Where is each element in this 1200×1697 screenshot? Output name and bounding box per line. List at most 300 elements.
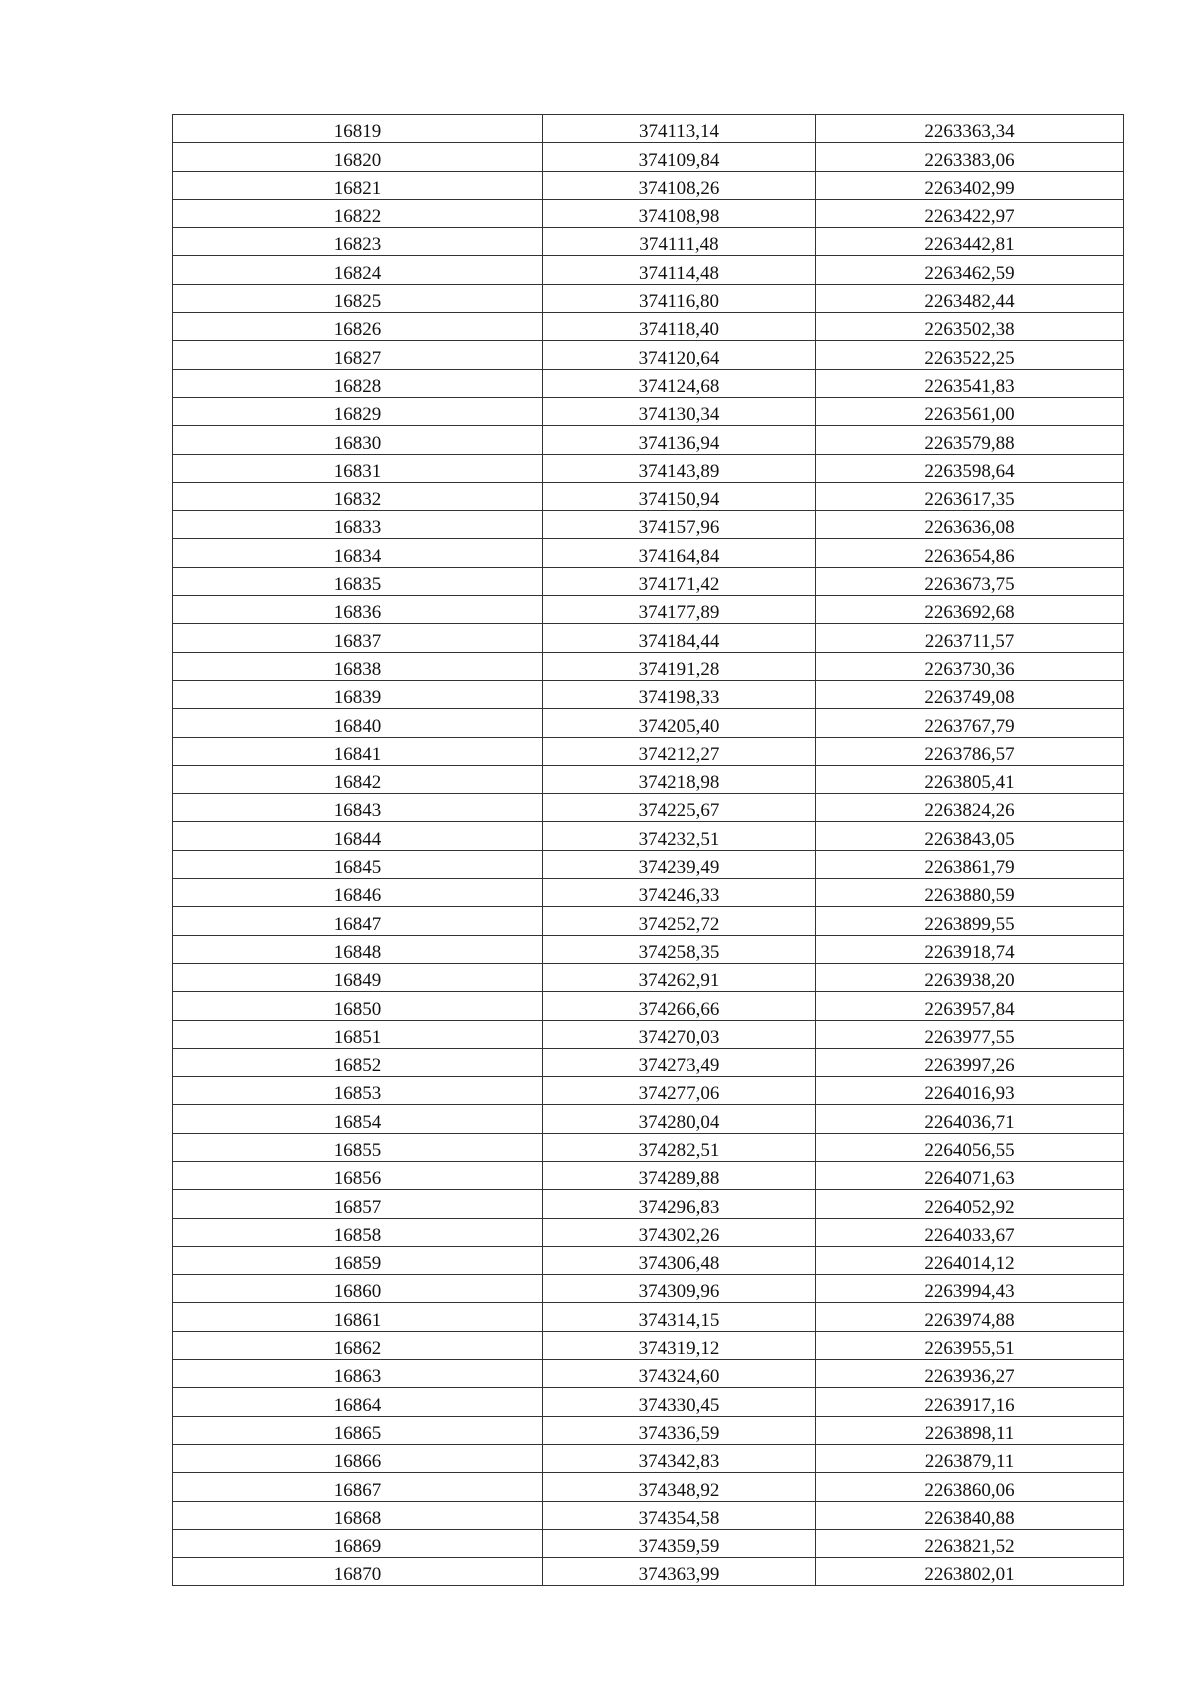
cell-text: 16858	[333, 1224, 382, 1246]
cell-text: 374336,59	[638, 1422, 720, 1444]
point-number-cell	[173, 935, 543, 963]
table-row	[173, 143, 1124, 171]
cell-text: 2263861,79	[924, 857, 1015, 879]
table-row	[173, 482, 1124, 510]
cell-text: 16852	[333, 1055, 382, 1077]
y-coordinate-cell	[816, 284, 1124, 312]
cell-text: 374306,48	[638, 1253, 720, 1275]
y-coordinate-cell	[816, 1105, 1124, 1133]
y-coordinate-cell	[816, 171, 1124, 199]
cell-text: 374309,96	[638, 1281, 720, 1303]
x-coordinate-cell	[543, 1360, 816, 1388]
table-row	[173, 1501, 1124, 1529]
cell-text: 16821	[333, 177, 382, 199]
y-coordinate-cell	[816, 313, 1124, 341]
cell-text: 2263617,35	[924, 489, 1015, 511]
cell-text: 374108,26	[638, 177, 720, 199]
point-number-cell	[173, 822, 543, 850]
table-row	[173, 1473, 1124, 1501]
cell-text: 2263673,75	[924, 574, 1015, 596]
cell-text: 2263917,16	[924, 1394, 1015, 1416]
x-coordinate-cell	[543, 1275, 816, 1303]
y-coordinate-cell	[816, 680, 1124, 708]
point-number-cell	[173, 143, 543, 171]
point-number-cell	[173, 992, 543, 1020]
y-coordinate-cell	[816, 1077, 1124, 1105]
cell-text: 2263936,27	[924, 1366, 1015, 1388]
cell-text: 2264056,55	[924, 1139, 1015, 1161]
cell-text: 2264014,12	[924, 1253, 1015, 1275]
cell-text: 2263402,99	[924, 177, 1015, 199]
table-row	[173, 1416, 1124, 1444]
x-coordinate-cell	[543, 511, 816, 539]
cell-text: 16861	[333, 1309, 382, 1331]
x-coordinate-cell	[543, 765, 816, 793]
cell-text: 374273,49	[638, 1055, 720, 1077]
cell-text: 2263955,51	[924, 1338, 1015, 1360]
x-coordinate-cell	[543, 539, 816, 567]
y-coordinate-cell	[816, 454, 1124, 482]
y-coordinate-cell	[816, 1190, 1124, 1218]
table-row	[173, 1444, 1124, 1472]
cell-text: 16822	[333, 206, 382, 228]
cell-text: 2263879,11	[924, 1451, 1015, 1473]
cell-text: 2264016,93	[924, 1083, 1015, 1105]
x-coordinate-cell	[543, 171, 816, 199]
point-number-cell	[173, 256, 543, 284]
y-coordinate-cell	[816, 1020, 1124, 1048]
x-coordinate-cell	[543, 1020, 816, 1048]
table-row	[173, 624, 1124, 652]
y-coordinate-cell	[816, 482, 1124, 510]
cell-text: 16827	[333, 347, 382, 369]
x-coordinate-cell	[543, 680, 816, 708]
cell-text: 374296,83	[638, 1196, 720, 1218]
point-number-cell	[173, 369, 543, 397]
x-coordinate-cell	[543, 794, 816, 822]
y-coordinate-cell	[816, 709, 1124, 737]
cell-text: 2263840,88	[924, 1507, 1015, 1529]
point-number-cell	[173, 1246, 543, 1274]
point-number-cell	[173, 1105, 543, 1133]
table-row	[173, 1077, 1124, 1105]
cell-text: 2263541,83	[924, 375, 1015, 397]
cell-text: 2263442,81	[924, 234, 1015, 256]
point-number-cell	[173, 1331, 543, 1359]
y-coordinate-cell	[816, 737, 1124, 765]
point-number-cell	[173, 624, 543, 652]
x-coordinate-cell	[543, 1048, 816, 1076]
y-coordinate-cell	[816, 794, 1124, 822]
x-coordinate-cell	[543, 313, 816, 341]
cell-text: 16828	[333, 375, 382, 397]
table-row	[173, 1388, 1124, 1416]
point-number-cell	[173, 879, 543, 907]
cell-text: 374277,06	[638, 1083, 720, 1105]
cell-text: 16820	[333, 149, 382, 171]
cell-text: 374252,72	[638, 913, 720, 935]
cell-text: 374111,48	[639, 234, 719, 256]
point-number-cell	[173, 1416, 543, 1444]
point-number-cell	[173, 1558, 543, 1586]
cell-text: 2263786,57	[924, 743, 1015, 765]
x-coordinate-cell	[543, 1529, 816, 1557]
cell-text: 2263957,84	[924, 998, 1015, 1020]
table-row	[173, 369, 1124, 397]
y-coordinate-cell	[816, 228, 1124, 256]
cell-text: 16865	[333, 1422, 382, 1444]
y-coordinate-cell	[816, 1388, 1124, 1416]
cell-text: 16859	[333, 1253, 382, 1275]
x-coordinate-cell	[543, 397, 816, 425]
cell-text: 16857	[333, 1196, 382, 1218]
cell-text: 2263462,59	[924, 262, 1015, 284]
cell-text: 374108,98	[638, 206, 720, 228]
table-row	[173, 426, 1124, 454]
cell-text: 2264052,92	[924, 1196, 1015, 1218]
y-coordinate-cell	[816, 341, 1124, 369]
table-row	[173, 1360, 1124, 1388]
cell-text: 374130,34	[638, 404, 720, 426]
y-coordinate-cell	[816, 1303, 1124, 1331]
point-number-cell	[173, 511, 543, 539]
cell-text: 16839	[333, 687, 382, 709]
y-coordinate-cell	[816, 850, 1124, 878]
cell-text: 16855	[333, 1139, 382, 1161]
cell-text: 16848	[333, 941, 382, 963]
table-row	[173, 1529, 1124, 1557]
table-row	[173, 596, 1124, 624]
cell-text: 374150,94	[638, 489, 720, 511]
cell-text: 2263579,88	[924, 432, 1015, 454]
cell-text: 2264036,71	[924, 1111, 1015, 1133]
y-coordinate-cell	[816, 1161, 1124, 1189]
point-number-cell	[173, 1501, 543, 1529]
cell-text: 2263898,11	[924, 1422, 1015, 1444]
table-row	[173, 765, 1124, 793]
cell-text: 16862	[333, 1338, 382, 1360]
cell-text: 2263880,59	[924, 885, 1015, 907]
x-coordinate-cell	[543, 850, 816, 878]
y-coordinate-cell	[816, 1444, 1124, 1472]
cell-text: 2263843,05	[924, 828, 1015, 850]
cell-text: 16842	[333, 772, 382, 794]
x-coordinate-cell	[543, 1473, 816, 1501]
cell-text: 374266,66	[638, 998, 720, 1020]
y-coordinate-cell	[816, 765, 1124, 793]
cell-text: 2263561,00	[924, 404, 1015, 426]
x-coordinate-cell	[543, 1105, 816, 1133]
x-coordinate-cell	[543, 596, 816, 624]
point-number-cell	[173, 397, 543, 425]
y-coordinate-cell	[816, 1246, 1124, 1274]
point-number-cell	[173, 737, 543, 765]
table-row	[173, 228, 1124, 256]
cell-text: 16869	[333, 1536, 382, 1558]
y-coordinate-cell	[816, 1133, 1124, 1161]
y-coordinate-cell	[816, 539, 1124, 567]
point-number-cell	[173, 1444, 543, 1472]
cell-text: 374262,91	[638, 970, 720, 992]
table-row	[173, 1303, 1124, 1331]
cell-text: 2263522,25	[924, 347, 1015, 369]
cell-text: 374136,94	[638, 432, 720, 454]
y-coordinate-cell	[816, 1558, 1124, 1586]
cell-text: 16838	[333, 658, 382, 680]
cell-text: 16856	[333, 1168, 382, 1190]
cell-text: 2263938,20	[924, 970, 1015, 992]
table-row	[173, 1105, 1124, 1133]
table-row	[173, 1133, 1124, 1161]
table-row	[173, 341, 1124, 369]
x-coordinate-cell	[543, 1388, 816, 1416]
cell-text: 2263767,79	[924, 715, 1015, 737]
cell-text: 16841	[333, 743, 382, 765]
x-coordinate-cell	[543, 341, 816, 369]
x-coordinate-cell	[543, 624, 816, 652]
y-coordinate-cell	[816, 822, 1124, 850]
cell-text: 2263997,26	[924, 1055, 1015, 1077]
y-coordinate-cell	[816, 1416, 1124, 1444]
cell-text: 16853	[333, 1083, 382, 1105]
point-number-cell	[173, 482, 543, 510]
x-coordinate-cell	[543, 652, 816, 680]
cell-text: 374109,84	[638, 149, 720, 171]
cell-text: 2263692,68	[924, 602, 1015, 624]
table-row	[173, 115, 1124, 143]
x-coordinate-cell	[543, 482, 816, 510]
table-row	[173, 256, 1124, 284]
y-coordinate-cell	[816, 935, 1124, 963]
point-number-cell	[173, 907, 543, 935]
x-coordinate-cell	[543, 822, 816, 850]
cell-text: 2263821,52	[924, 1536, 1015, 1558]
x-coordinate-cell	[543, 115, 816, 143]
point-number-cell	[173, 794, 543, 822]
point-number-cell	[173, 963, 543, 991]
point-number-cell	[173, 652, 543, 680]
x-coordinate-cell	[543, 992, 816, 1020]
cell-text: 2263654,86	[924, 545, 1015, 567]
point-number-cell	[173, 1133, 543, 1161]
cell-text: 16819	[333, 121, 382, 143]
point-number-cell	[173, 115, 543, 143]
cell-text: 2263383,06	[924, 149, 1015, 171]
table-row	[173, 199, 1124, 227]
cell-text: 2263482,44	[924, 291, 1015, 313]
x-coordinate-cell	[543, 907, 816, 935]
y-coordinate-cell	[816, 1360, 1124, 1388]
cell-text: 374114,48	[638, 262, 720, 284]
cell-text: 374324,60	[638, 1366, 720, 1388]
cell-text: 16843	[333, 800, 382, 822]
cell-text: 16849	[333, 970, 382, 992]
cell-text: 16854	[333, 1111, 382, 1133]
coordinates-table	[172, 114, 1124, 1586]
cell-text: 374282,51	[638, 1139, 720, 1161]
cell-text: 2263749,08	[924, 687, 1015, 709]
point-number-cell	[173, 850, 543, 878]
y-coordinate-cell	[816, 907, 1124, 935]
cell-text: 2263805,41	[924, 772, 1015, 794]
cell-text: 16840	[333, 715, 382, 737]
table-row	[173, 1558, 1124, 1586]
point-number-cell	[173, 1020, 543, 1048]
table-row	[173, 284, 1124, 312]
coordinates-table-body	[173, 115, 1124, 1586]
x-coordinate-cell	[543, 1501, 816, 1529]
cell-text: 2263502,38	[924, 319, 1015, 341]
cell-text: 2263711,57	[924, 630, 1015, 652]
cell-text: 2263730,36	[924, 658, 1015, 680]
point-number-cell	[173, 567, 543, 595]
point-number-cell	[173, 341, 543, 369]
point-number-cell	[173, 709, 543, 737]
cell-text: 374342,83	[638, 1451, 720, 1473]
cell-text: 374363,99	[638, 1564, 720, 1586]
point-number-cell	[173, 228, 543, 256]
y-coordinate-cell	[816, 511, 1124, 539]
table-row	[173, 397, 1124, 425]
table-row	[173, 737, 1124, 765]
x-coordinate-cell	[543, 1246, 816, 1274]
cell-text: 16864	[333, 1394, 382, 1416]
cell-text: 16844	[333, 828, 382, 850]
y-coordinate-cell	[816, 992, 1124, 1020]
cell-text: 16870	[333, 1564, 382, 1586]
cell-text: 2263977,55	[924, 1026, 1015, 1048]
x-coordinate-cell	[543, 1416, 816, 1444]
x-coordinate-cell	[543, 879, 816, 907]
cell-text: 374232,51	[638, 828, 720, 850]
y-coordinate-cell	[816, 596, 1124, 624]
cell-text: 374198,33	[638, 687, 720, 709]
point-number-cell	[173, 1473, 543, 1501]
point-number-cell	[173, 680, 543, 708]
cell-text: 374258,35	[638, 941, 720, 963]
point-number-cell	[173, 1077, 543, 1105]
table-row	[173, 1020, 1124, 1048]
x-coordinate-cell	[543, 256, 816, 284]
y-coordinate-cell	[816, 143, 1124, 171]
y-coordinate-cell	[816, 256, 1124, 284]
x-coordinate-cell	[543, 1331, 816, 1359]
y-coordinate-cell	[816, 1473, 1124, 1501]
cell-text: 2263918,74	[924, 941, 1015, 963]
cell-text: 2263363,34	[924, 121, 1015, 143]
cell-text: 16830	[333, 432, 382, 454]
cell-text: 16846	[333, 885, 382, 907]
cell-text: 374270,03	[638, 1026, 720, 1048]
cell-text: 16868	[333, 1507, 382, 1529]
point-number-cell	[173, 426, 543, 454]
cell-text: 374212,27	[638, 743, 720, 765]
x-coordinate-cell	[543, 1218, 816, 1246]
y-coordinate-cell	[816, 1331, 1124, 1359]
y-coordinate-cell	[816, 426, 1124, 454]
cell-text: 374354,58	[638, 1507, 720, 1529]
cell-text: 16850	[333, 998, 382, 1020]
y-coordinate-cell	[816, 1529, 1124, 1557]
table-row	[173, 511, 1124, 539]
cell-text: 374205,40	[638, 715, 720, 737]
y-coordinate-cell	[816, 963, 1124, 991]
point-number-cell	[173, 596, 543, 624]
y-coordinate-cell	[816, 199, 1124, 227]
cell-text: 2264033,67	[924, 1224, 1015, 1246]
point-number-cell	[173, 1190, 543, 1218]
point-number-cell	[173, 1161, 543, 1189]
table-row	[173, 652, 1124, 680]
cell-text: 374191,28	[638, 658, 720, 680]
table-row	[173, 1190, 1124, 1218]
cell-text: 16851	[333, 1026, 382, 1048]
cell-text: 374330,45	[638, 1394, 720, 1416]
table-row	[173, 1048, 1124, 1076]
table-row	[173, 680, 1124, 708]
x-coordinate-cell	[543, 143, 816, 171]
point-number-cell	[173, 1303, 543, 1331]
cell-text: 2263899,55	[924, 913, 1015, 935]
table-row	[173, 454, 1124, 482]
cell-text: 2263824,26	[924, 800, 1015, 822]
cell-text: 374225,67	[638, 800, 720, 822]
cell-text: 374177,89	[638, 602, 720, 624]
cell-text: 374171,42	[638, 574, 720, 596]
x-coordinate-cell	[543, 1077, 816, 1105]
cell-text: 374124,68	[638, 375, 720, 397]
cell-text: 2264071,63	[924, 1168, 1015, 1190]
table-row	[173, 171, 1124, 199]
table-row	[173, 567, 1124, 595]
cell-text: 16866	[333, 1451, 382, 1473]
x-coordinate-cell	[543, 737, 816, 765]
cell-text: 374120,64	[638, 347, 720, 369]
x-coordinate-cell	[543, 228, 816, 256]
table-row	[173, 822, 1124, 850]
cell-text: 16845	[333, 857, 382, 879]
x-coordinate-cell	[543, 284, 816, 312]
x-coordinate-cell	[543, 1190, 816, 1218]
cell-text: 374246,33	[638, 885, 720, 907]
cell-text: 16824	[333, 262, 382, 284]
cell-text: 2263598,64	[924, 460, 1015, 482]
cell-text: 374319,12	[638, 1338, 720, 1360]
table-row	[173, 963, 1124, 991]
point-number-cell	[173, 1529, 543, 1557]
y-coordinate-cell	[816, 1048, 1124, 1076]
x-coordinate-cell	[543, 963, 816, 991]
x-coordinate-cell	[543, 1161, 816, 1189]
x-coordinate-cell	[543, 1558, 816, 1586]
point-number-cell	[173, 284, 543, 312]
point-number-cell	[173, 454, 543, 482]
point-number-cell	[173, 171, 543, 199]
y-coordinate-cell	[816, 879, 1124, 907]
cell-text: 16831	[333, 460, 382, 482]
y-coordinate-cell	[816, 624, 1124, 652]
y-coordinate-cell	[816, 1501, 1124, 1529]
point-number-cell	[173, 199, 543, 227]
x-coordinate-cell	[543, 1133, 816, 1161]
cell-text: 16860	[333, 1281, 382, 1303]
table-row	[173, 1275, 1124, 1303]
cell-text: 16829	[333, 404, 382, 426]
point-number-cell	[173, 1048, 543, 1076]
point-number-cell	[173, 1218, 543, 1246]
y-coordinate-cell	[816, 567, 1124, 595]
cell-text: 16832	[333, 489, 382, 511]
